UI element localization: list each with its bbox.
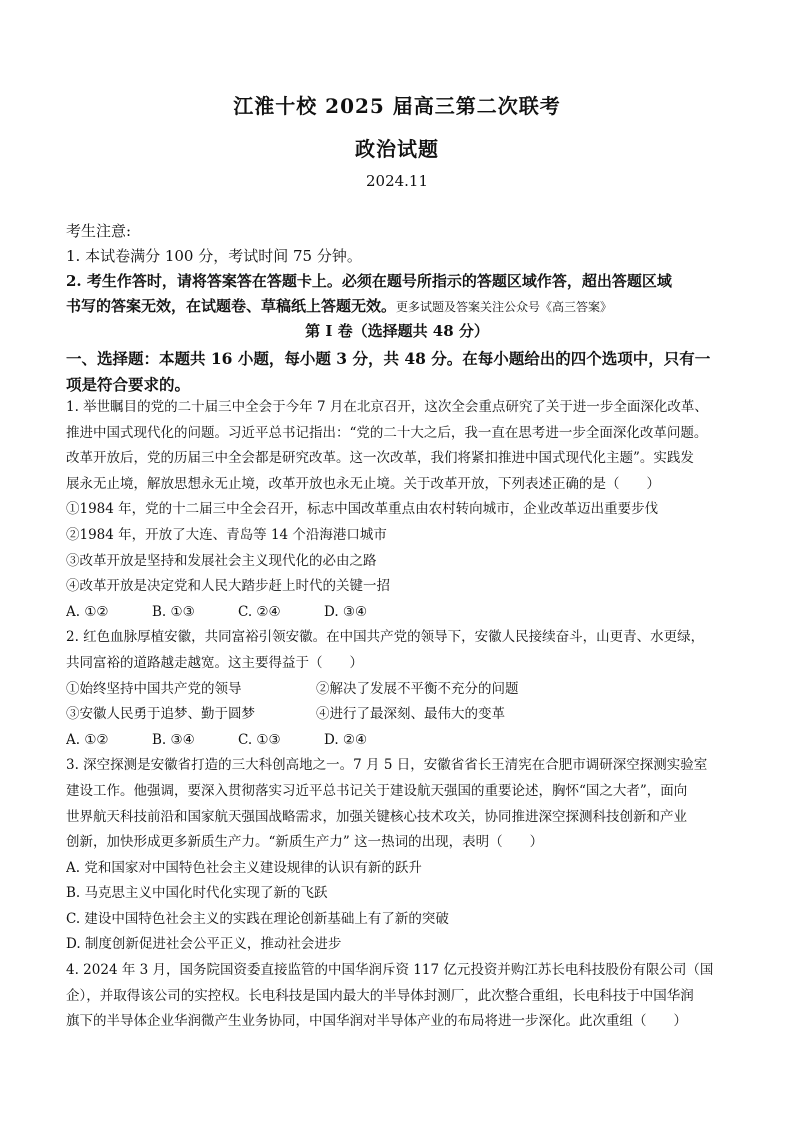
- q1-stem-line: 改革开放后，党的历届三中全会都是研究改革。这一次改革，我们将紧扣推进中国式现代化主题”。实践发: [66, 450, 694, 467]
- q1-option: ②1984 年，开放了大连、青岛等 14 个沿海港口城市: [66, 526, 387, 543]
- part1-line-1: 一、选择题：本题共 16 小题，每小题 3 分，共 48 分。在每小题给出的四个选项中，只有一: [66, 349, 711, 368]
- notice-item-2-line-2: [66, 294, 736, 320]
- q2-choices: [66, 728, 736, 754]
- q2-option: ③安徽人民勇于追梦、勤于圆梦: [66, 706, 255, 723]
- q2-choice-c: C. ①③: [238, 731, 281, 748]
- q2-option-row: [66, 702, 736, 728]
- q1-stem-line: 展永无止境，解放思想永无止境，改革开放也永无止境。关于改革开放，下列表述正确的是（ ）: [66, 475, 660, 492]
- part1-line-2: 项是符合要求的。: [66, 375, 191, 394]
- q1-stem-line: 1. 举世瞩目的党的二十届三中全会于今年 7 月在北京召开，这次全会重点研究了关于进一步全面深化改革、: [66, 399, 708, 415]
- exam-title: 江淮十校 2025 届高三第二次联考: [233, 94, 561, 118]
- q1-choice-c: C. ②④: [238, 603, 281, 620]
- q3-stem-line: 3. 深空探测是安徽省打造的三大科创高地之一。7 月 5 日，安徽省省长王清宪在合肥市调研深空探测实验室: [66, 757, 708, 774]
- q3-option-c: C. 建设中国特色社会主义的实践在理论创新基础上有了新的突破: [66, 910, 449, 927]
- q2-option: ④进行了最深刻、最伟大的变革: [316, 706, 505, 723]
- q4-stem-line: 企），并取得该公司的实控权。长电科技是国内最大的半导体封测厂，此次整合重组，长电科技于中国华润: [66, 987, 694, 1004]
- q1-choices: [66, 600, 736, 626]
- q1-choice-a: A. ①②: [66, 603, 109, 620]
- q1-choice-b: B. ①③: [152, 603, 195, 620]
- part1-instructions: [66, 346, 736, 398]
- notice-item-1: 1. 本试卷满分 100 分，考试时间 75 分钟。: [66, 247, 362, 265]
- q3-option-a: A. 党和国家对中国特色社会主义建设规律的认识有新的跃升: [66, 859, 422, 876]
- q2-choice-b: B. ③④: [152, 731, 195, 748]
- notice-block: [66, 219, 736, 320]
- q3-stem-line: 建设工作。他强调，要深入贯彻落实习近平总书记关于建设航天强国的重要论述，胸怀“国之大者”，面向: [66, 782, 688, 799]
- q1-option: ①1984 年，党的十二届三中全会召开，标志中国改革重点由农村转向城市，企业改革迈出重要步伐: [66, 501, 659, 518]
- notice-item-2-line-1: 2. 考生作答时，请将答案答在答题卡上。必须在题号所指示的答题区域作答，超出答题区域: [66, 272, 672, 290]
- q3-option-b: B. 马克思主义中国化时代化实现了新的飞跃: [66, 885, 328, 902]
- q2-option: ①始终坚持中国共产党的领导: [66, 680, 242, 697]
- q1-option: ④改革开放是决定党和人民大踏步赶上时代的关键一招: [66, 578, 390, 595]
- notice-heading: 考生注意:: [66, 222, 132, 240]
- notice-item-2-text: 书写的答案无效，在试题卷、草稿纸上答题无效。: [66, 297, 397, 315]
- q2-choice-d: D. ②④: [324, 731, 368, 748]
- exam-date: 2024.11: [365, 172, 429, 190]
- subject-title: 政治试题: [355, 137, 439, 161]
- q1-stem-line: 推进中国式现代化的问题。习近平总书记指出：“党的二十大之后，我一直在思考进一步全面深化改革问题。: [66, 424, 708, 441]
- q1-option: ③改革开放是坚持和发展社会主义现代化的必由之路: [66, 552, 377, 569]
- section-title: 第 I 卷（选择题共 48 分）: [305, 322, 489, 340]
- q3-stem-line: 创新，加快形成更多新质生产力。“新质生产力” 这一热词的出现，表明（ ）: [66, 834, 544, 851]
- questions: [66, 395, 736, 1035]
- q2-stem-line: 2. 红色血脉厚植安徽，共同富裕引领安徽。在中国共产党的领导下，安徽人民接续奋斗，山更青、水更绿，: [66, 629, 705, 646]
- q4-stem-line: 4. 2024 年 3 月，国务院国资委直接监管的中国华润斥资 117 亿元投资并购江苏长电科技股份有限公司（国: [66, 962, 714, 979]
- q2-option-row: [66, 677, 736, 703]
- q2-stem-line: 共同富裕的道路越走越宽。这主要得益于（ ）: [66, 654, 363, 671]
- q1-choice-d: D. ③④: [324, 603, 368, 620]
- q2-option: ②解决了发展不平衡不充分的问题: [316, 680, 519, 697]
- notice-promo-note: 更多试题及答案关注公众号《高三答案》: [396, 300, 613, 314]
- q3-option-d: D. 制度创新促进社会公平正义，推动社会进步: [66, 936, 342, 953]
- q3-stem-line: 世界航天科技前沿和国家航天强国战略需求，加强关键核心技术攻关，协同推进深空探测科技创新和产业: [66, 808, 687, 825]
- q4-stem-line: 旗下的半导体企业华润微产生业务协同，中国华润对半导体产业的布局将进一步深化。此次重组（ ）: [66, 1013, 687, 1030]
- q2-choice-a: A. ①②: [66, 731, 109, 748]
